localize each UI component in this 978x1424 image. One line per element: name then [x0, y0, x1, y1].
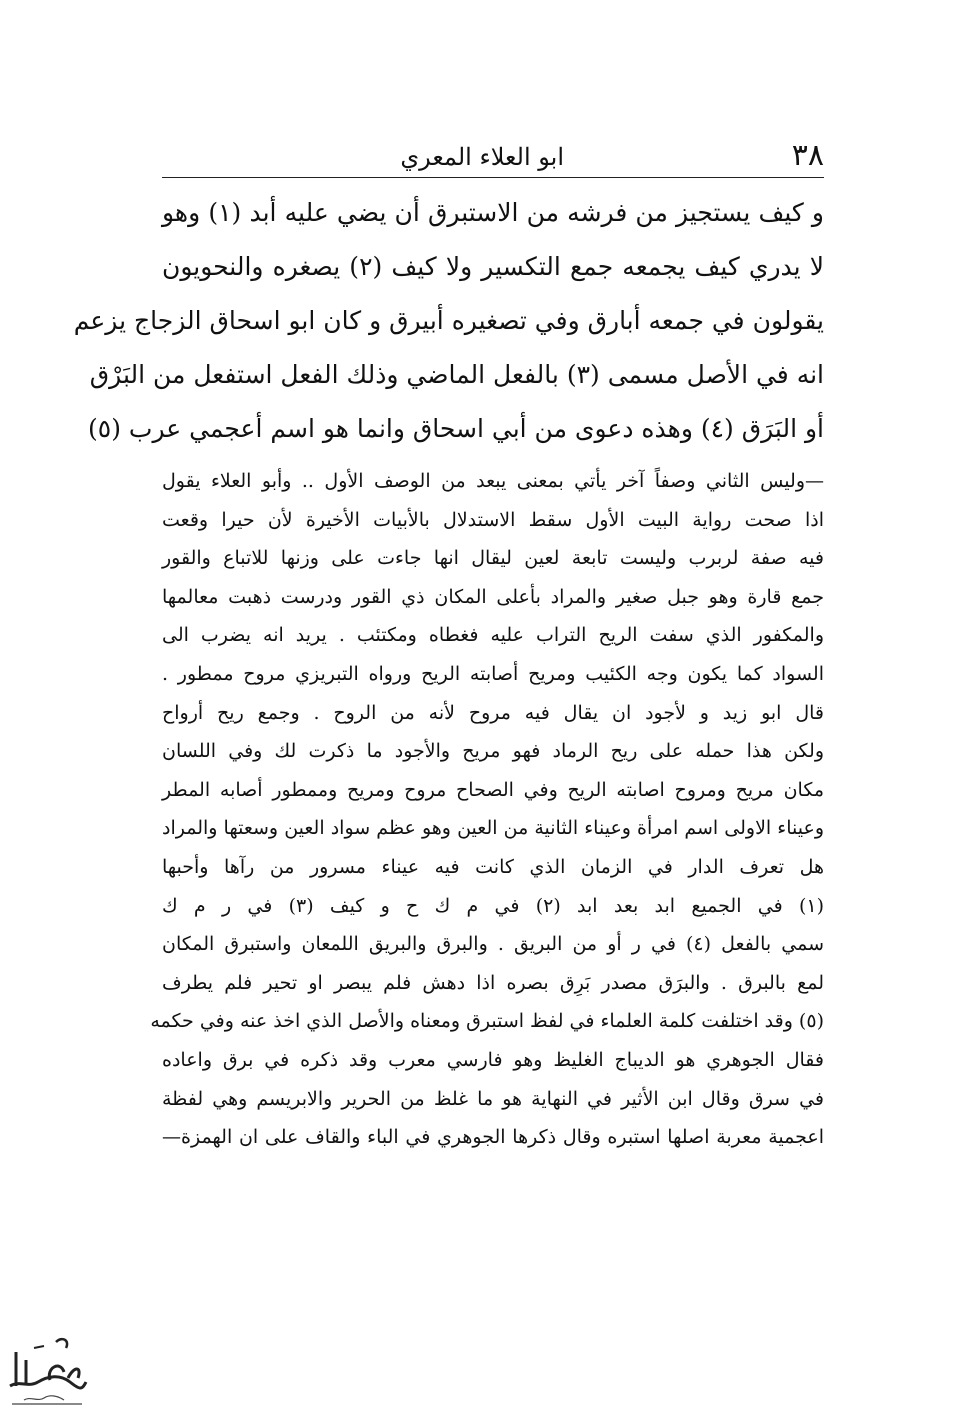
footnote-line: (٥) وقد اختلفت كلمة العلماء في لفظ استبرق ومعناه والأصل الذي اخذ عنه وفي حكمه	[150, 1010, 824, 1033]
footnote-line: —وليس الثاني وصفاً آخر يأتي بمعنى يبعد من الوصف الأول .. وأبو العلاء يقول	[162, 470, 824, 492]
footnote-line: سمي بالفعل (٤) في ر أو من البريق . والبرق والبريق اللمعان واستبرق المكان	[162, 933, 824, 956]
calligraphy-stamp-icon	[4, 1330, 88, 1412]
main-text-line: يقولون في جمعه أبارق وفي تصغيره أبيرق و كان ابو اسحاق الزجاج يزعم	[73, 306, 824, 335]
footnote-line: وعيناء الاولى اسم امرأة وعيناء الثانية من العين وهو عظم سواد العين وسعتها والمراد	[162, 817, 824, 840]
calligraphy-stamp	[4, 1330, 88, 1412]
footnote-line: مكان مريح ومروح اصابته الريح وفي الصحاح مروح ومريح وممطور أصابه المطر	[162, 778, 824, 801]
footnote-line: فيه صفة لربرب وليست تابعة لعين ليقال انها جاءت على وزنها للاتباع والقور	[162, 547, 824, 570]
footnote-line: والمكفور الذي سفت الريح التراب عليه فغطاه ومكتئب . يريد انه يضرب الى	[162, 624, 824, 647]
main-text-line: و كيف يستجيز من فرشه من الاستبرق أن يضي عليه أبد (١) وهو	[162, 198, 824, 227]
footnote-line: السواد كما يكون وجه الكئيب ومريح أصابته الريح ورواه التبريزي مروح ممطور .	[162, 662, 824, 685]
main-text-line: أو البَرَق (٤) وهذه دعوى من أبي اسحاق وانما هو اسم أعجمي عرب (٥)	[88, 414, 824, 443]
main-text-block	[73, 186, 824, 456]
footnote-line: جمع قارة وهو جبل صغير والمراد بأعلى المكان ذي القور ودرست ذهبت معالمها	[162, 585, 824, 608]
header-rule	[162, 177, 824, 178]
footnote-line: ولكن هذا حمله على ريح الرماد فهو مريح والأجود ما ذكرت لك وفي اللسان	[162, 740, 824, 763]
main-text-line: لا يدري كيف يجمعه جمع التكسير ولا كيف (٢) يصغره والنحويون	[162, 252, 824, 281]
footnote-line: فقال الجوهري هو الديباج الغليظ وهو فارسي معرب وقد ذكره في برق واعاده	[162, 1048, 824, 1071]
footnote-line: لمع بالبرق . والبرَق مصدر بَرِق بصره اذا دهش فلم يبصر او تحير فلم يطرف	[162, 971, 824, 994]
footnote-line: اعجمية معربة اصلها استبره وقال ذكرها الجوهري في الباء والقاف على ان الهمزة—	[162, 1126, 824, 1149]
main-text-line: انه في الأصل مسمى (٣) بالفعل الماضي وذلك الفعل استفعل من البَرْق	[89, 360, 824, 389]
page-number: ٣٨	[791, 138, 824, 173]
running-title: ابو العلاء المعري	[400, 143, 564, 171]
footnote-line: في سرق وقال ابن الأثير في النهاية هو ما غلظ من الحرير والابريسم وهي لفظة	[162, 1087, 824, 1110]
footnote-line: (١) في الجميع ابد بعد ابد (٢) في م ك ح و كيف (٣) في ر م ك	[162, 894, 825, 917]
footnotes-block	[150, 462, 825, 1157]
page-header	[162, 138, 824, 178]
footnote-line: اذا صحت رواية البيت الأول سقط الاستدلال بالأبيات الأخيرة لأن حيرا وقعت	[162, 508, 824, 531]
footnote-line: هل تعرف الدار في الزمان الذي كانت فيه عيناء مسرور من رآها وأحبها	[162, 855, 824, 878]
footnote-line: قال ابو زيد و لأجود ان يقال فيه مروح لأنه من الروح . وجمع ريح أرواح	[162, 701, 824, 724]
